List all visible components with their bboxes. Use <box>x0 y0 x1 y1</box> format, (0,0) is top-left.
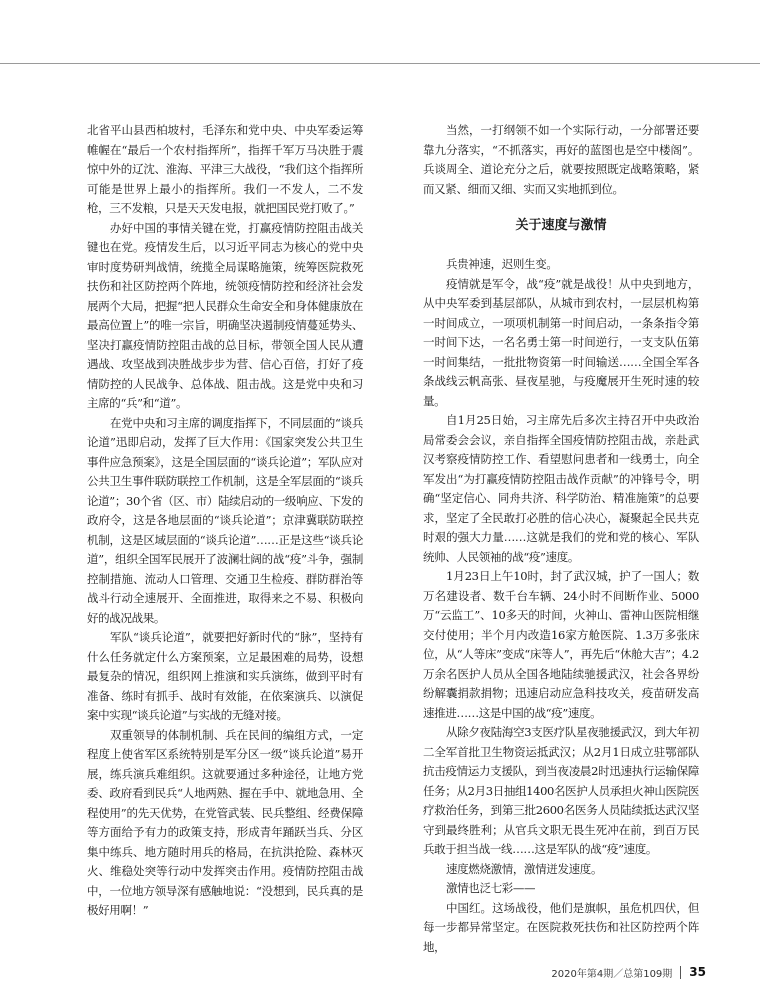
paragraph: 当然，一打纲领不如一个实际行动，一分部署还要靠九分落实，“不抓落实，再好的蓝图也是空中楼阁”。兵谈周全、道论充分之后，就要按照既定战略策略，紧而又紧、细而又细、实而又实地抓到位。 <box>423 123 699 196</box>
paragraph: 北省平山县西柏坡村，毛泽东和党中央、中央军委运筹帷幄在“最后一个农村指挥所”，指挥千军万马决胜于震惊中外的辽沈、淮海、平津三大战役，“我们这个指挥所可能是世界上最小的指挥所。我们一不发人，二不发枪，三不发粮，只是天天发电报，就把国民党打败了。” <box>87 123 363 215</box>
page-footer <box>551 964 706 980</box>
left-column <box>87 121 363 921</box>
paragraph: 1月23日上午10时，封了武汉城，护了一国人；数万名建设者、数千台车辆、24小时不间断作业、5000万“云监工”、10多天的时间，火神山、雷神山医院相继交付使用；半个月内改造16家方舱医院、1.3万多张床位，从“人等床”变成“床等人”，再先后“休舱大吉”；4.2万余名医护人员从全国各地陆续驰援武汉，社会各界纷纷解囊捐款捐物；迅速启动应急科技攻关，疫苗研发高速推进……这是中国的战“疫”速度。 <box>423 569 699 720</box>
paragraph: 在党中央和习主席的调度指挥下，不同层面的“谈兵论道”迅即启动，发挥了巨大作用：《国家突发公共卫生事件应急预案》，这是全国层面的“谈兵论道”；军队应对公共卫生事件联防联控工作机制，这是全军层面的“谈兵论道”；30个省（区、市）陆续启动的一级响应、下发的政府令，这是各地层面的“谈兵论道”；京津冀联防联控机制，这是区域层面的“谈兵论道”……正是这些“谈兵论道”，组织全国军民展开了波澜壮阔的战“疫”斗争，强制控制措施、流动人口管理、交通卫生检疫、群防群治等战斗行动全速展开、全面推进，取得来之不易、积极向好的战况战果。 <box>87 415 363 625</box>
paragraph: 军队“谈兵论道”，就要把好新时代的“脉”，坚持有什么任务就定什么方案预案，立足最困难的局势，设想最复杂的情况，组织网上推演和实兵演练，做到平时有准备、练时有抓手、战时有效能，在依案演兵、以演促案中实现“谈兵论道”与实战的无缝对接。 <box>87 630 363 722</box>
paragraph: 从除夕夜陆海空3支医疗队星夜驰援武汉，到大年初二全军首批卫生物资运抵武汉；从2月1日成立驻鄂部队抗击疫情运力支援队，到当夜凌晨2时迅速执行运输保障任务；从2月3日抽组1400名医护人员承担火神山医院医疗救治任务，到第三批2600名医务人员陆续抵达武汉坚守到最终胜利；从官兵文职无畏生死冲在前，到百万民兵敢于担当战一线……这是军队的战“疫”速度。 <box>423 725 699 856</box>
issue-label: 2020年第4期／总第109期 <box>551 968 673 980</box>
paragraph: 双重领导的体制机制、兵在民间的编组方式，一定程度上使省军区系统特别是军分区一级“谈兵论道”易开展，练兵演兵难组织。这就要通过多种途径，让地方党委、政府看到民兵“人地两熟、握在手中、就地急用、全程使用”的先天优势，在党管武装、民兵整组、经费保障等方面给予有力的政策支持，形成青年踊跃当兵、分区集中练兵、地方随时用兵的格局，在抗洪抢险、森林灭火、维稳处突等行动中发挥突击作用。疫情防控阻击战中，一位地方领导深有感触地说：“没想到，民兵真的是极好用啊！” <box>87 727 363 917</box>
paragraph: 疫情就是军令，战“疫”就是战役！从中央到地方，从中央军委到基层部队，从城市到农村，一层层机构第一时间成立，一项项机制第一时间启动，一条条指令第一时间下达，一名名勇士第一时间逆行，一支支队伍第一时间集结，一批批物资第一时间输送……全国全军各条战线云帆高张、昼夜星驰，与疫魔展开生死时速的较量。 <box>423 276 699 408</box>
footer-divider <box>680 966 681 979</box>
paragraph: 兵贵神速，迟则生变。 <box>446 257 558 271</box>
paragraph: 自1月25日始，习主席先后多次主持召开中央政治局常委会会议，亲自指挥全国疫情防控阻击战，亲赴武汉考察疫情防控工作、看望慰问患者和一线勇士，向全军发出“为打赢疫情防控阻击战作贡献”的冲锋号令，明确“坚定信心、同舟共济、科学防治、精准施策”的总要求，坚定了全民敢打必胜的信心决心，凝聚起全民共克时艰的强大力量……这就是我们的党和党的核心、军队统帅、人民领袖的战“疫”速度。 <box>423 413 699 564</box>
page-number: 35 <box>689 965 706 979</box>
paragraph: 激情也泛七彩—— <box>446 881 536 895</box>
right-column <box>423 121 699 957</box>
section-heading: 关于速度与激情 <box>515 218 607 233</box>
paragraph: 办好中国的事情关键在党，打赢疫情防控阻击战关键也在党。疫情发生后，以习近平同志为核心的党中央审时度势研判战情，统揽全局谋略施策，统筹医院救死扶伤和社区防控两个阵地，统领疫情防控和经济社会发展两个大局，把握“把人民群众生命安全和身体健康放在最高位置上”的唯一宗旨，明确坚决遏制疫情蔓延势头、坚决打赢疫情防控阻击战的总目标，带领全国人民从遭遇战、攻坚战到决胜战步步为营、信心百倍，打好了疫情防控的人民战争、总体战、阻击战。这是党中央和习主席的“兵”和“道”。 <box>87 220 363 410</box>
paragraph: 速度燃烧激情，激情迸发速度。 <box>446 861 603 876</box>
header-rule <box>0 63 760 64</box>
paragraph: 中国红。这场战役，他们是旗帜，虽危机四伏，但每一步都异常坚定。在医院救死扶伤和社区防控两个阵地， <box>423 900 699 954</box>
